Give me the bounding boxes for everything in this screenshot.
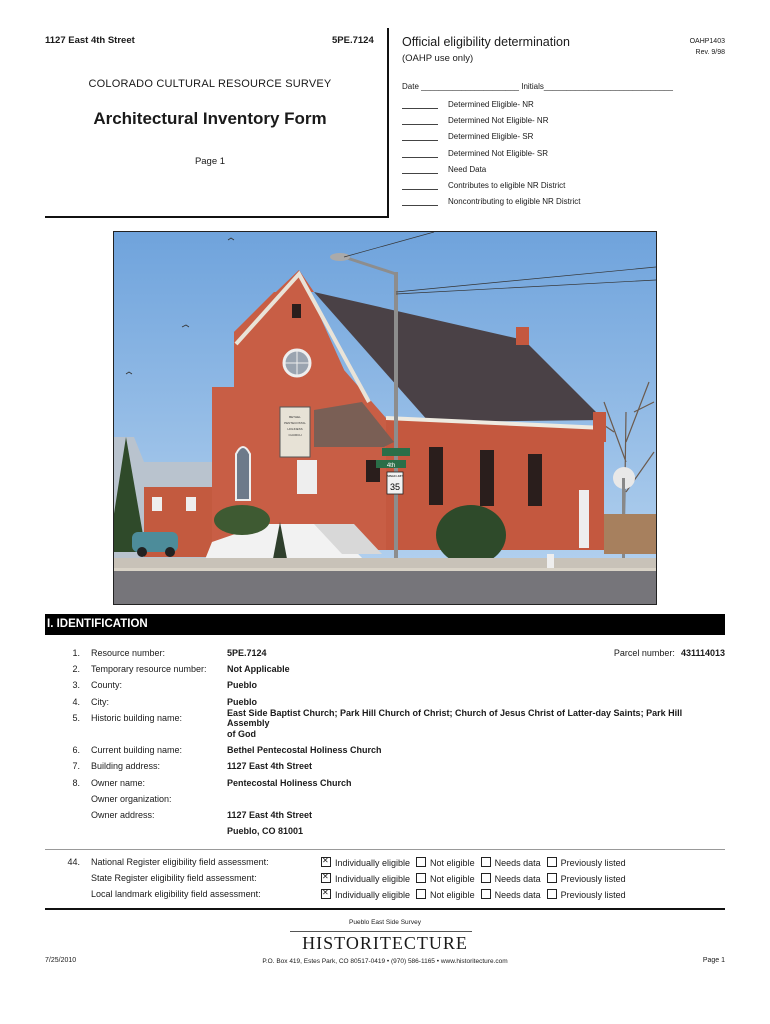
survey-title: COLORADO CULTURAL RESOURCE SURVEY xyxy=(88,78,332,90)
option-individually-eligible[interactable]: ✕ Individually eligible xyxy=(321,888,410,900)
checkbox[interactable] xyxy=(481,889,491,899)
option-not-eligible[interactable]: Not eligible xyxy=(416,872,475,884)
id-value: Not Applicable xyxy=(227,664,290,675)
id-value: of God xyxy=(227,729,256,740)
id-row xyxy=(45,661,725,677)
assessment-row xyxy=(45,886,725,902)
checkbox-checked[interactable] xyxy=(321,889,331,899)
checkbox[interactable] xyxy=(416,889,426,899)
option-previously-listed[interactable]: Previously listed xyxy=(547,872,626,884)
footer-page-number: Page 1 xyxy=(702,957,725,964)
id-label: Temporary resource number: xyxy=(91,664,207,675)
option-individually-eligible[interactable]: ✕ Individually eligible xyxy=(321,856,410,868)
id-label: Building address: xyxy=(91,761,161,772)
form-code-block xyxy=(690,36,725,58)
id-label: County: xyxy=(91,680,123,691)
id-row xyxy=(45,726,725,742)
assessment-number: 44. xyxy=(67,857,80,867)
eligibility-item: Determined Eligible- SR xyxy=(402,129,581,145)
checkbox[interactable] xyxy=(547,873,557,883)
id-num: 4. xyxy=(72,696,80,707)
side-door xyxy=(579,490,589,548)
eligibility-assessment xyxy=(45,849,725,910)
church-sign-line: PENTECOSTAL xyxy=(284,421,306,425)
assessment-label: Local landmark eligibility field assessment: xyxy=(91,889,261,899)
id-label: Historic building name: xyxy=(91,712,183,723)
speed-limit-value: 35 xyxy=(389,482,401,492)
header-divider xyxy=(387,28,389,218)
checkbox[interactable] xyxy=(547,857,557,867)
checkbox[interactable] xyxy=(481,873,491,883)
church-sign-line: HOLINESS xyxy=(287,427,303,431)
option-needs-data[interactable]: Needs data xyxy=(481,856,541,868)
arched-window xyxy=(236,447,250,500)
id-label: Owner address: xyxy=(91,809,155,820)
street xyxy=(114,570,656,604)
id-value: 1127 East 4th Street xyxy=(227,809,313,820)
checkbox[interactable] xyxy=(416,873,426,883)
blank-line[interactable] xyxy=(402,116,438,125)
id-row xyxy=(45,791,725,807)
id-num: 2. xyxy=(72,664,80,675)
checkbox-checked[interactable] xyxy=(321,857,331,867)
id-value: Pueblo xyxy=(227,696,258,707)
id-value: 5PE.7124 xyxy=(227,648,267,659)
id-row xyxy=(45,742,725,758)
assessment-bottom-rule xyxy=(45,908,725,910)
id-row xyxy=(45,823,725,839)
oahp-title: Official eligibility determination xyxy=(402,35,570,49)
shrub xyxy=(214,505,270,535)
header-address: 1127 East 4th Street xyxy=(45,35,135,46)
eligibility-item: Determined Eligible- NR xyxy=(402,96,581,112)
assessment-label: State Register eligibility field assessment: xyxy=(91,873,257,883)
checkbox-checked[interactable] xyxy=(321,873,331,883)
id-num: 1. xyxy=(72,648,80,659)
page-label: Page 1 xyxy=(194,156,226,167)
id-row xyxy=(45,758,725,774)
eligibility-item: Contributes to eligible NR District xyxy=(402,177,581,193)
option-previously-listed[interactable]: Previously listed xyxy=(547,888,626,900)
church-sign-line: CHURCH xyxy=(288,433,302,437)
blank-line[interactable] xyxy=(402,197,438,206)
id-value: Pueblo, CO 81001 xyxy=(227,826,304,837)
footer-address: P.O. Box 419, Estes Park, CO 80517-0419 • (970) 586-1165 • www.historitecture.com xyxy=(262,958,508,965)
option-individually-eligible[interactable]: ✕ Individually eligible xyxy=(321,872,410,884)
form-code: OAHP1403 xyxy=(689,38,725,45)
id-num: 7. xyxy=(72,761,80,772)
eligibility-item: Determined Not Eligible- SR xyxy=(402,145,581,161)
id-value: Pueblo xyxy=(227,680,258,691)
option-needs-data[interactable]: Needs data xyxy=(481,872,541,884)
checkbox[interactable] xyxy=(481,857,491,867)
form-revision: Rev. 9/98 xyxy=(695,49,725,56)
side-window xyxy=(429,447,443,505)
id-value: 1127 East 4th Street xyxy=(227,761,313,772)
id-num: 8. xyxy=(72,777,80,788)
eligibility-item: Determined Not Eligible- NR xyxy=(402,112,581,128)
date-initials-line: Date ______________________ Initials_____________________________ xyxy=(402,82,673,91)
option-needs-data[interactable]: Needs data xyxy=(481,888,541,900)
assessment-row xyxy=(45,854,725,870)
header-site-number: 5PE.7124 xyxy=(332,35,374,46)
id-row xyxy=(45,807,725,823)
form-title: Architectural Inventory Form xyxy=(93,109,327,128)
header-bottom-rule xyxy=(45,216,387,218)
assessment-label: National Register eligibility field assessment: xyxy=(91,857,269,867)
side-window xyxy=(480,450,494,506)
speed-limit-caption: SPEED LIMIT xyxy=(387,475,403,478)
id-label: Owner name: xyxy=(91,777,146,788)
blank-line[interactable] xyxy=(402,149,438,158)
option-not-eligible[interactable]: Not eligible xyxy=(416,888,475,900)
fire-hydrant xyxy=(547,554,554,568)
id-num: 3. xyxy=(72,680,80,691)
id-row xyxy=(45,645,725,661)
id-value: East Side Baptist Church; Park Hill Church of Christ; Church of Jesus Christ of Latter-day Saints; Park Hill Assembly xyxy=(227,707,683,728)
id-label: Current building name: xyxy=(91,745,183,756)
utility-pole xyxy=(394,272,398,562)
entry-door xyxy=(297,460,317,494)
id-label: City: xyxy=(91,696,109,707)
id-num: 5. xyxy=(72,712,80,723)
checkbox[interactable] xyxy=(416,857,426,867)
blank-line[interactable] xyxy=(402,132,438,141)
footer-survey-name: Pueblo East Side Survey xyxy=(349,919,421,926)
blank-line[interactable] xyxy=(402,181,438,190)
street-sign xyxy=(382,448,410,456)
oahp-subtitle: (OAHP use only) xyxy=(402,53,474,64)
eligibility-item: Need Data xyxy=(402,161,581,177)
id-row xyxy=(45,775,725,791)
side-window xyxy=(528,454,542,506)
option-not-eligible[interactable]: Not eligible xyxy=(416,856,475,868)
id-row xyxy=(45,707,725,728)
footer-rule xyxy=(290,931,472,932)
eligibility-list xyxy=(402,96,581,210)
eligibility-item: Noncontributing to eligible NR District xyxy=(402,194,581,210)
id-label: Resource number: xyxy=(91,648,166,659)
identification-fields xyxy=(45,645,725,839)
id-num: 6. xyxy=(72,745,80,756)
assessment-row xyxy=(45,870,725,886)
historitecture-logo: HISTORITECTURE xyxy=(302,933,468,953)
round-shrub xyxy=(436,505,506,565)
church-sign-line: BETHEL xyxy=(289,415,301,419)
street-sign-label: 4th xyxy=(386,463,396,469)
id-value: Bethel Pentecostal Holiness Church xyxy=(227,745,382,756)
blank-line[interactable] xyxy=(402,100,438,109)
building-photograph xyxy=(113,231,657,605)
id-value: Pentecostal Holiness Church xyxy=(227,777,352,788)
blank-line[interactable] xyxy=(402,165,438,174)
footer-date: 7/25/2010 xyxy=(45,957,77,964)
parcel-label: Parcel number: xyxy=(613,648,675,658)
id-row xyxy=(45,677,725,693)
checkbox[interactable] xyxy=(547,889,557,899)
parcel-value: 431114013 xyxy=(680,648,725,658)
section-title: I. IDENTIFICATION xyxy=(45,614,725,635)
id-label: Owner organization: xyxy=(91,793,172,804)
option-previously-listed[interactable]: Previously listed xyxy=(547,856,626,868)
